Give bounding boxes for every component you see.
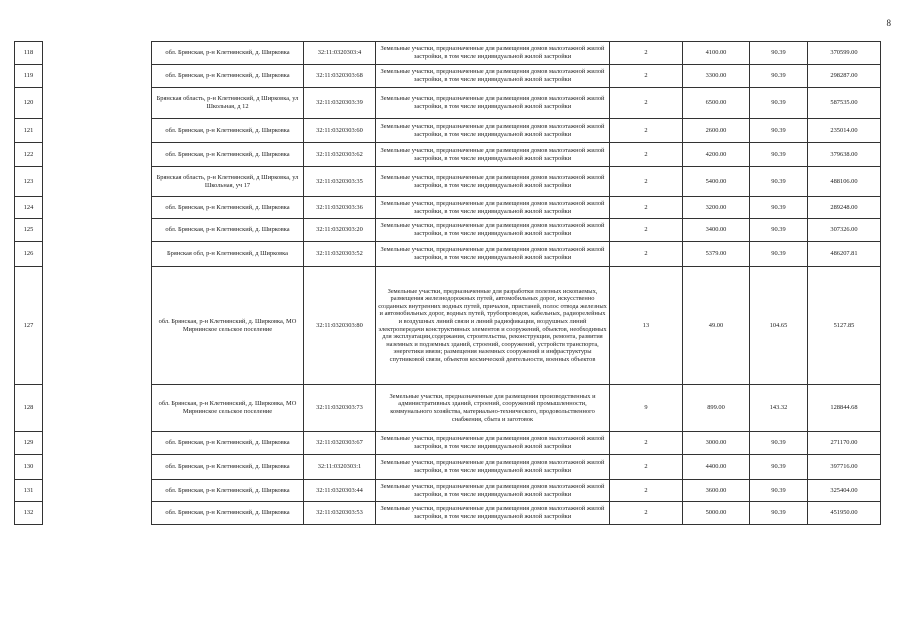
address-cell: обл. Брянская, р-н Клетнянский, д. Ширковка <box>152 119 304 143</box>
group-cell: 9 <box>610 385 683 432</box>
cadastral-number-cell: 32:11:0320303:4 <box>304 42 376 65</box>
area-cell: 4200.00 <box>683 143 750 167</box>
cadastral-value-cell: 298287.00 <box>808 65 881 88</box>
table-row <box>15 42 881 65</box>
group-cell: 2 <box>610 197 683 219</box>
gap-cell <box>43 242 152 267</box>
group-cell: 2 <box>610 88 683 119</box>
table-row <box>15 197 881 219</box>
cadastral-number-cell: 32:11:0320303:44 <box>304 480 376 502</box>
area-cell: 3400.00 <box>683 219 750 242</box>
row-number-cell: 132 <box>15 502 43 525</box>
area-cell: 3000.00 <box>683 432 750 455</box>
address-cell: обл. Брянская, р-н Клетнянский, д. Ширковка <box>152 65 304 88</box>
cadastral-value-cell: 451950.00 <box>808 502 881 525</box>
gap-cell <box>43 143 152 167</box>
specific-value-cell: 90.39 <box>750 88 808 119</box>
cadastral-value-cell: 486207.81 <box>808 242 881 267</box>
group-cell: 2 <box>610 242 683 267</box>
land-use-cell: Земельные участки, предназначенные для размещения домов малоэтажной жилой застройки, в том числе индивидуальной жилой застройки <box>376 219 610 242</box>
cadastral-number-cell: 32:11:0320303:39 <box>304 88 376 119</box>
cadastral-number-cell: 32:11:0320303:35 <box>304 167 376 197</box>
area-cell: 3200.00 <box>683 197 750 219</box>
gap-cell <box>43 455 152 480</box>
area-cell: 3300.00 <box>683 65 750 88</box>
cadastral-value-cell: 370599.00 <box>808 42 881 65</box>
group-cell: 2 <box>610 432 683 455</box>
group-cell: 2 <box>610 167 683 197</box>
table-body <box>15 42 881 525</box>
row-number-cell: 125 <box>15 219 43 242</box>
group-cell: 2 <box>610 119 683 143</box>
address-cell: обл. Брянская, р-н Клетнянский, д. Ширковка <box>152 502 304 525</box>
address-cell: обл. Брянская, р-н Клетнянский, д. Ширковка <box>152 143 304 167</box>
row-number-cell: 123 <box>15 167 43 197</box>
land-use-cell: Земельные участки, предназначенные для размещения домов малоэтажной жилой застройки, в том числе индивидуальной жилой застройки <box>376 42 610 65</box>
row-number-cell: 119 <box>15 65 43 88</box>
land-use-cell: Земельные участки, предназначенные для размещения домов малоэтажной жилой застройки, в том числе индивидуальной жилой застройки <box>376 197 610 219</box>
land-use-cell: Земельные участки, предназначенные для размещения домов малоэтажной жилой застройки, в том числе индивидуальной жилой застройки <box>376 143 610 167</box>
gap-cell <box>43 65 152 88</box>
group-cell: 2 <box>610 502 683 525</box>
address-cell: Брянская область, р-н Клетнянский, д Ширковка, ул Школьная, уч 17 <box>152 167 304 197</box>
page-number: 8 <box>886 18 891 28</box>
address-cell: Брянская область, р-н Клетнянский, д Ширковка, ул Школьная, д 12 <box>152 88 304 119</box>
cadastral-number-cell: 32:11:0320303:52 <box>304 242 376 267</box>
table-row <box>15 242 881 267</box>
gap-cell <box>43 502 152 525</box>
cadastral-value-cell: 271170.00 <box>808 432 881 455</box>
specific-value-cell: 143.32 <box>750 385 808 432</box>
specific-value-cell: 90.39 <box>750 143 808 167</box>
table-row <box>15 267 881 385</box>
land-use-cell: Земельные участки, предназначенные для разработки полезных ископаемых, размещения железнодорожных путей, автомобильных дорог, искусственно созданных внутренних водных путей, причалов, пристаней, полос отвода железных и автомобильных дорог, водных путей, трубопроводов, кабельных, радиорелейных и воздушных линий связи и линий радиофикации, воздушных линий электропередачи конструктивных элементов и сооружений, объектов, необходимых для эксплуатации,содержания, строительства, реконструкции, ремонта, развития наземных и подземных зданий, строений, сооружений, устройств транспорта, энергетики ивязи; размещения наземных сооружений и инфраструктуры спутниковой связи, объектов космической деятельности, военных объектов <box>376 267 610 385</box>
group-cell: 2 <box>610 480 683 502</box>
address-cell: Брянская обл, р-н Клетнянский, д Ширковка <box>152 242 304 267</box>
cadastral-value-cell: 587535.00 <box>808 88 881 119</box>
land-use-cell: Земельные участки, предназначенные для размещения домов малоэтажной жилой застройки, в том числе индивидуальной жилой застройки <box>376 480 610 502</box>
area-cell: 5400.00 <box>683 167 750 197</box>
table-row <box>15 385 881 432</box>
group-cell: 13 <box>610 267 683 385</box>
gap-cell <box>43 167 152 197</box>
cadastral-value-cell: 289248.00 <box>808 197 881 219</box>
cadastral-value-cell: 325404.00 <box>808 480 881 502</box>
gap-cell <box>43 197 152 219</box>
specific-value-cell: 90.39 <box>750 42 808 65</box>
gap-cell <box>43 480 152 502</box>
row-number-cell: 126 <box>15 242 43 267</box>
row-number-cell: 128 <box>15 385 43 432</box>
area-cell: 4100.00 <box>683 42 750 65</box>
group-cell: 2 <box>610 143 683 167</box>
cadastral-number-cell: 32:11:0320303:60 <box>304 119 376 143</box>
cadastral-value-cell: 397716.00 <box>808 455 881 480</box>
cadastral-number-cell: 32:11:0320303:62 <box>304 143 376 167</box>
address-cell: обл. Брянская, р-н Клетнянский, д. Ширковка <box>152 432 304 455</box>
table-row <box>15 119 881 143</box>
cadastral-number-cell: 32:11:0320303:73 <box>304 385 376 432</box>
row-number-cell: 131 <box>15 480 43 502</box>
address-cell: обл. Брянская, р-н Клетнянский, д. Ширковка <box>152 480 304 502</box>
area-cell: 899.00 <box>683 385 750 432</box>
cadastral-value-cell: 488106.00 <box>808 167 881 197</box>
group-cell: 2 <box>610 455 683 480</box>
land-use-cell: Земельные участки, предназначенные для размещения домов малоэтажной жилой застройки, в том числе индивидуальной жилой застройки <box>376 167 610 197</box>
address-cell: обл. Брянская, р-н Клетнянский, д. Ширковка, МО Мирнинское сельское поселение <box>152 385 304 432</box>
land-use-cell: Земельные участки, предназначенные для размещения домов малоэтажной жилой застройки, в том числе индивидуальной жилой застройки <box>376 502 610 525</box>
table-row <box>15 455 881 480</box>
area-cell: 5379.00 <box>683 242 750 267</box>
row-number-cell: 121 <box>15 119 43 143</box>
area-cell: 2600.00 <box>683 119 750 143</box>
gap-cell <box>43 42 152 65</box>
table-row <box>15 432 881 455</box>
gap-cell <box>43 219 152 242</box>
area-cell: 5000.00 <box>683 502 750 525</box>
specific-value-cell: 90.39 <box>750 432 808 455</box>
land-use-cell: Земельные участки, предназначенные для размещения домов малоэтажной жилой застройки, в том числе индивидуальной жилой застройки <box>376 455 610 480</box>
cadastral-value-table <box>14 41 881 525</box>
area-cell: 4400.00 <box>683 455 750 480</box>
group-cell: 2 <box>610 65 683 88</box>
specific-value-cell: 90.39 <box>750 502 808 525</box>
specific-value-cell: 90.39 <box>750 242 808 267</box>
gap-cell <box>43 385 152 432</box>
land-use-cell: Земельные участки, предназначенные для размещения производственных и административных зданий, строений, сооружений промышленности, коммунального хозяйства, материально-технического, продовольственного снабжения, сбыта и заготовок <box>376 385 610 432</box>
land-use-cell: Земельные участки, предназначенные для размещения домов малоэтажной жилой застройки, в том числе индивидуальной жилой застройки <box>376 65 610 88</box>
cadastral-value-cell: 307326.00 <box>808 219 881 242</box>
group-cell: 2 <box>610 42 683 65</box>
land-use-cell: Земельные участки, предназначенные для размещения домов малоэтажной жилой застройки, в том числе индивидуальной жилой застройки <box>376 432 610 455</box>
land-use-cell: Земельные участки, предназначенные для размещения домов малоэтажной жилой застройки, в том числе индивидуальной жилой застройки <box>376 242 610 267</box>
cadastral-value-cell: 128844.68 <box>808 385 881 432</box>
row-number-cell: 130 <box>15 455 43 480</box>
gap-cell <box>43 88 152 119</box>
cadastral-number-cell: 32:11:0320303:53 <box>304 502 376 525</box>
specific-value-cell: 90.39 <box>750 167 808 197</box>
row-number-cell: 129 <box>15 432 43 455</box>
table-row <box>15 88 881 119</box>
cadastral-number-cell: 32:11:0320303:80 <box>304 267 376 385</box>
cadastral-number-cell: 32:11:0320303:36 <box>304 197 376 219</box>
table-row <box>15 502 881 525</box>
address-cell: обл. Брянская, р-н Клетнянский, д. Ширковка <box>152 219 304 242</box>
specific-value-cell: 90.39 <box>750 119 808 143</box>
table-row <box>15 167 881 197</box>
cadastral-number-cell: 32:11:0320303:67 <box>304 432 376 455</box>
address-cell: обл. Брянская, р-н Клетнянский, д. Ширковка <box>152 197 304 219</box>
cadastral-value-cell: 379638.00 <box>808 143 881 167</box>
row-number-cell: 124 <box>15 197 43 219</box>
group-cell: 2 <box>610 219 683 242</box>
address-cell: обл. Брянская, р-н Клетнянский, д. Ширковка, МО Мирнинское сельское поселение <box>152 267 304 385</box>
cadastral-number-cell: 32:11:0320303:68 <box>304 65 376 88</box>
cadastral-number-cell: 32:11:0320303:20 <box>304 219 376 242</box>
row-number-cell: 120 <box>15 88 43 119</box>
gap-cell <box>43 267 152 385</box>
specific-value-cell: 90.39 <box>750 197 808 219</box>
land-use-cell: Земельные участки, предназначенные для размещения домов малоэтажной жилой застройки, в том числе индивидуальной жилой застройки <box>376 119 610 143</box>
cadastral-value-cell: 235014.00 <box>808 119 881 143</box>
gap-cell <box>43 119 152 143</box>
land-use-cell: Земельные участки, предназначенные для размещения домов малоэтажной жилой застройки, в том числе индивидуальной жилой застройки <box>376 88 610 119</box>
row-number-cell: 122 <box>15 143 43 167</box>
specific-value-cell: 90.39 <box>750 455 808 480</box>
specific-value-cell: 90.39 <box>750 480 808 502</box>
cadastral-value-cell: 5127.85 <box>808 267 881 385</box>
specific-value-cell: 104.65 <box>750 267 808 385</box>
gap-cell <box>43 432 152 455</box>
address-cell: обл. Брянская, р-н Клетнянский, д. Ширковка <box>152 42 304 65</box>
table-row <box>15 219 881 242</box>
table-row <box>15 65 881 88</box>
specific-value-cell: 90.39 <box>750 219 808 242</box>
cadastral-number-cell: 32:11:0320303:1 <box>304 455 376 480</box>
table-row <box>15 143 881 167</box>
specific-value-cell: 90.39 <box>750 65 808 88</box>
area-cell: 6500.00 <box>683 88 750 119</box>
row-number-cell: 127 <box>15 267 43 385</box>
address-cell: обл. Брянская, р-н Клетнянский, д. Ширковка <box>152 455 304 480</box>
area-cell: 3600.00 <box>683 480 750 502</box>
table-row <box>15 480 881 502</box>
area-cell: 49.00 <box>683 267 750 385</box>
row-number-cell: 118 <box>15 42 43 65</box>
